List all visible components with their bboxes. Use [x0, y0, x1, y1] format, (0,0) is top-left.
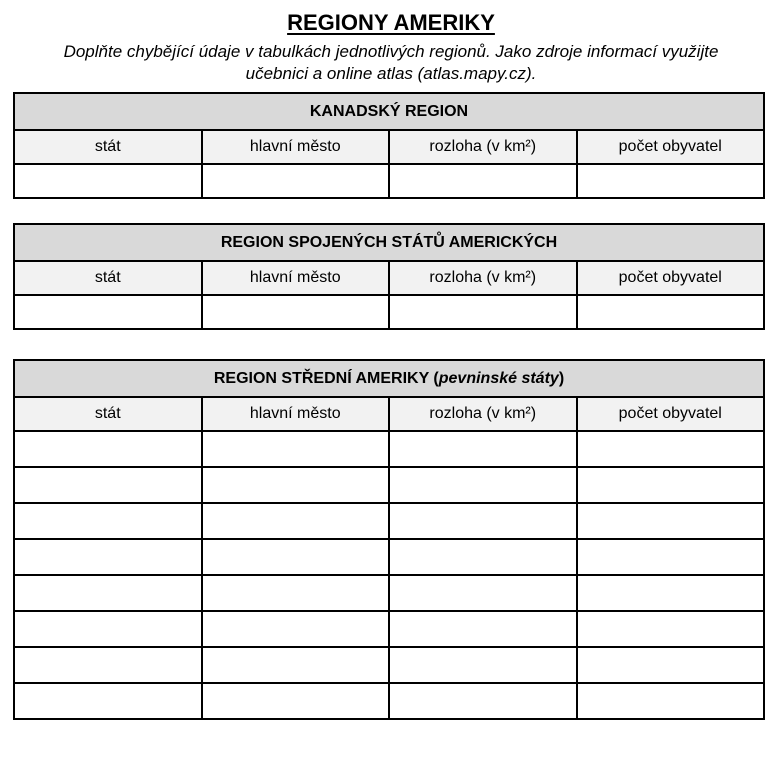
- empty-cell-stat[interactable]: [14, 295, 202, 329]
- empty-cell-stat[interactable]: [14, 467, 202, 503]
- empty-cell-pocet-obyvatel[interactable]: [577, 647, 765, 683]
- empty-cell-rozloha[interactable]: [389, 295, 577, 329]
- table-row: [14, 539, 764, 575]
- empty-cell-pocet-obyvatel[interactable]: [577, 295, 765, 329]
- column-header-stat: stát: [14, 397, 202, 431]
- empty-cell-hlavni-mesto[interactable]: [202, 503, 390, 539]
- table-row: [14, 295, 764, 329]
- table-region-usa: [13, 223, 765, 330]
- column-header-pocet-obyvatel: počet obyvatel: [577, 261, 765, 295]
- instructions-line2: učebnici a online atlas (atlas.mapy.cz).: [245, 64, 537, 83]
- empty-cell-hlavni-mesto[interactable]: [202, 539, 390, 575]
- empty-cell-rozloha[interactable]: [389, 683, 577, 719]
- empty-cell-stat[interactable]: [14, 503, 202, 539]
- table-row: [14, 164, 764, 198]
- empty-cell-hlavni-mesto[interactable]: [202, 575, 390, 611]
- table-region-stredni-ameriky: [13, 359, 765, 720]
- empty-cell-stat[interactable]: [14, 683, 202, 719]
- empty-cell-rozloha[interactable]: [389, 503, 577, 539]
- column-header-hlavni-mesto: hlavní město: [202, 397, 390, 431]
- empty-cell-pocet-obyvatel[interactable]: [577, 611, 765, 647]
- column-header-pocet-obyvatel: počet obyvatel: [577, 130, 765, 164]
- empty-cell-rozloha[interactable]: [389, 647, 577, 683]
- section-title: [14, 224, 764, 261]
- column-header-stat: stát: [14, 261, 202, 295]
- page-title: [0, 9, 782, 36]
- empty-cell-stat[interactable]: [14, 611, 202, 647]
- empty-cell-pocet-obyvatel[interactable]: [577, 683, 765, 719]
- section-title-italic-text: pevninské státy: [438, 369, 559, 387]
- table-row: [14, 647, 764, 683]
- section-title-row: [14, 360, 764, 397]
- empty-cell-stat[interactable]: [14, 431, 202, 467]
- empty-cell-rozloha[interactable]: [389, 575, 577, 611]
- table-row: [14, 467, 764, 503]
- empty-cell-stat[interactable]: [14, 539, 202, 575]
- empty-cell-rozloha[interactable]: [389, 431, 577, 467]
- empty-cell-hlavni-mesto[interactable]: [202, 467, 390, 503]
- page-title-text: REGIONY AMERIKY: [287, 10, 495, 35]
- column-header-row: [14, 397, 764, 431]
- table-row: [14, 503, 764, 539]
- empty-cell-rozloha[interactable]: [389, 467, 577, 503]
- worksheet-page: [0, 9, 782, 720]
- empty-cell-hlavni-mesto[interactable]: [202, 611, 390, 647]
- empty-cell-hlavni-mesto[interactable]: [202, 431, 390, 467]
- empty-cell-stat[interactable]: [14, 164, 202, 198]
- column-header-rozloha: rozloha (v km²): [389, 261, 577, 295]
- column-header-hlavni-mesto: hlavní město: [202, 130, 390, 164]
- table-row: [14, 575, 764, 611]
- empty-cell-rozloha[interactable]: [389, 164, 577, 198]
- table-row: [14, 683, 764, 719]
- empty-cell-rozloha[interactable]: [389, 539, 577, 575]
- table-row: [14, 431, 764, 467]
- empty-cell-hlavni-mesto[interactable]: [202, 647, 390, 683]
- empty-cell-stat[interactable]: [14, 647, 202, 683]
- empty-cell-pocet-obyvatel[interactable]: [577, 539, 765, 575]
- empty-cell-pocet-obyvatel[interactable]: [577, 467, 765, 503]
- table-row: [14, 611, 764, 647]
- column-header-pocet-obyvatel: počet obyvatel: [577, 397, 765, 431]
- empty-cell-rozloha[interactable]: [389, 611, 577, 647]
- column-header-stat: stát: [14, 130, 202, 164]
- column-header-rozloha: rozloha (v km²): [389, 130, 577, 164]
- instructions: [0, 41, 782, 85]
- section-title-row: [14, 224, 764, 261]
- section-title-row: [14, 93, 764, 130]
- empty-cell-hlavni-mesto[interactable]: [202, 164, 390, 198]
- table-kanadsky-region: [13, 92, 765, 199]
- empty-cell-pocet-obyvatel[interactable]: [577, 503, 765, 539]
- empty-cell-stat[interactable]: [14, 575, 202, 611]
- column-header-row: [14, 130, 764, 164]
- instructions-line1: Doplňte chybějící údaje v tabulkách jednotlivých regionů. Jako zdroje informací využijte: [63, 42, 719, 61]
- section-title-text: REGION STŘEDNÍ AMERIKY (: [213, 369, 439, 387]
- empty-cell-pocet-obyvatel[interactable]: [577, 431, 765, 467]
- section-title: [14, 93, 764, 130]
- empty-cell-pocet-obyvatel[interactable]: [577, 164, 765, 198]
- section-title-suffix-text: ): [558, 369, 565, 387]
- empty-cell-pocet-obyvatel[interactable]: [577, 575, 765, 611]
- empty-cell-hlavni-mesto[interactable]: [202, 295, 390, 329]
- section-title: [14, 360, 764, 397]
- section-title-text: KANADSKÝ REGION: [309, 102, 469, 120]
- empty-cell-hlavni-mesto[interactable]: [202, 683, 390, 719]
- column-header-hlavni-mesto: hlavní město: [202, 261, 390, 295]
- column-header-row: [14, 261, 764, 295]
- column-header-rozloha: rozloha (v km²): [389, 397, 577, 431]
- section-title-text: REGION SPOJENÝCH STÁTŮ AMERICKÝCH: [220, 233, 558, 251]
